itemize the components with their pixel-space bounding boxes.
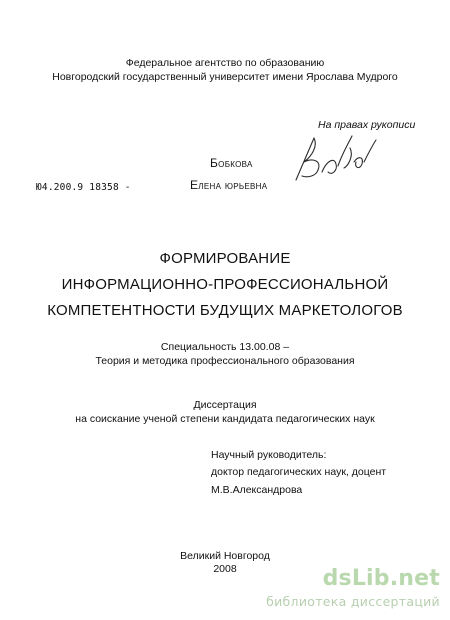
supervisor-label: Научный руководитель:: [211, 449, 327, 461]
dissertation-type: Диссертация: [193, 399, 257, 411]
handwritten-signature: [288, 126, 380, 190]
agency-name: Федеральное агентство по образованию: [125, 57, 325, 69]
specialty-name: Теория и методика профессионального образования: [95, 355, 355, 367]
title-line-3: КОМПЕТЕНТНОСТИ БУДУЩИХ МАРКЕТОЛОГОВ: [47, 302, 403, 319]
specialty-code: Специальность 13.00.08 –: [160, 341, 290, 353]
author-surname: Бобкова: [210, 156, 253, 170]
supervisor-name: М.В.Александрова: [211, 484, 303, 496]
watermark-tagline: библиотека диссертаций: [266, 594, 440, 609]
title-line-2: ИНФОРМАЦИОННО-ПРОФЕССИОНАЛЬНОЙ: [61, 276, 389, 293]
place: Великий Новгород: [180, 550, 270, 562]
dissertation-purpose: на соискание ученой степени кандидата педагогических наук: [75, 413, 375, 425]
dslib-watermark: [264, 566, 450, 620]
watermark-logo: dsLib.net: [322, 566, 440, 591]
university-name: Новгородский государственный университет имени Ярослава Мудрого: [52, 71, 398, 83]
rights-note: На правах рукописи: [318, 119, 416, 131]
supervisor-degree: доктор педагогических наук, доцент: [211, 466, 387, 478]
registry-stamp-number: Ю4.200.9 18358 -: [36, 182, 131, 193]
year: 2008: [213, 563, 237, 575]
author-first-names: Елена юрьевна: [190, 178, 268, 192]
title-line-1: ФОРМИРОВАНИЕ: [159, 250, 291, 267]
